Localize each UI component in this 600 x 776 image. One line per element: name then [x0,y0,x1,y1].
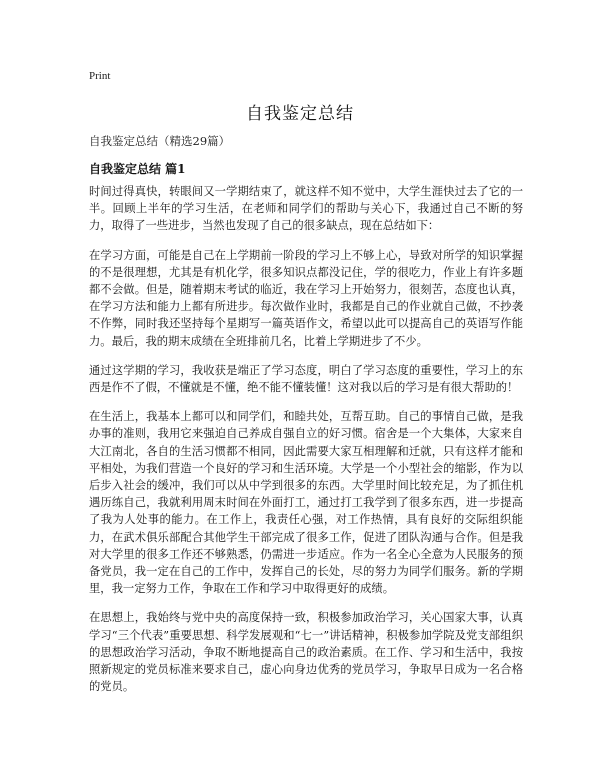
document-title: 自我鉴定总结 [246,104,354,124]
paragraph: 在学习方面，可能是自己在上学期前一阶段的学习上不够上心，导致对所学的知识掌握的不是很理想，尤其是有机化学，很多知识点都没记住，学的很吃力，作业上有许多题都不会做。但是，随着期末考试的临近，我在学习上开始努力，很刻苦，态度也认真，在学习方法和能力上都有所进步。每次做作业时，我都是自己的作业就自己做，不抄袭不作弊，同时我还坚持每个星期写一篇英语作文，希望以此可以提高自己的英语写作能力。最后，我的期末成绩在全班排前几名，比着上学期进步了不少。 [89,248,523,348]
section-heading: 自我鉴定总结 篇1 [89,162,186,176]
document-subtitle: 自我鉴定总结（精选29篇） [89,134,231,148]
paragraph: 时间过得真快，转眼间又一学期结束了，就这样不知不觉中，大学生涯快过去了它的一半。回顾上半年的学习生活，在老师和同学们的帮助与关心下，我通过自己不断的努力，取得了一些进步，当然也发现了自己的很多缺点，现在总结如下： [89,185,523,233]
document-body [89,183,523,707]
paragraph: 在思想上，我始终与党中央的高度保持一致，积极参加政治学习，关心国家大事，认真学习“三个代表”重要思想、科学发展观和“七一”讲话精神，积极参加学院及党支部组织的思想政治学习活动，争取不断地提高自己的政治素质。在工作、学习和生活中，我按照新规定的党员标准来要求自己，虚心向身边优秀的党员学习，争取早日成为一名合格的党员。 [89,611,523,694]
paragraph: 通过这学期的学习，我收获是端正了学习态度，明白了学习态度的重要性，学习上的东西是作不了假，不懂就是不懂，绝不能不懂装懂！这对我以后的学习是有很大帮助的！ [89,363,523,395]
print-label: Print [89,70,111,82]
paragraph: 在生活上，我基本上都可以和同学们，和睦共处，互帮互助。自己的事情自己做，是我办事的准则，我用它来强迫自己养成自强自立的好习惯。宿舍是一个大集体，大家来自大江南北，各自的生活习惯都不相同，因此需要大家互相理解和迁就，只有这样才能和平相处，为我们营造一个良好的学习和生活环境。大学是一个小型社会的缩影，作为以后步入社会的缓冲，我们可以从中学到很多的东西。大学里时间比较充足，为了抓住机遇历练自己，我就利用周末时间在外面打工，通过打工我学到了很多东西，进一步提高了我为人处事的能力。在工作上，我责任心强，对工作热情，具有良好的交际组织能力，在武术俱乐部配合其他学生干部完成了很多工作，促进了团队沟通与合作。但是我对大学里的很多工作还不够熟悉，仍需进一步适应。作为一名全心全意为人民服务的预备党员，我一定在自己的工作中，发挥自己的长处，尽的努力为同学们服务。新的学期里，我一定努力工作，争取在工作和学习中取得更好的成绩。 [89,410,523,596]
